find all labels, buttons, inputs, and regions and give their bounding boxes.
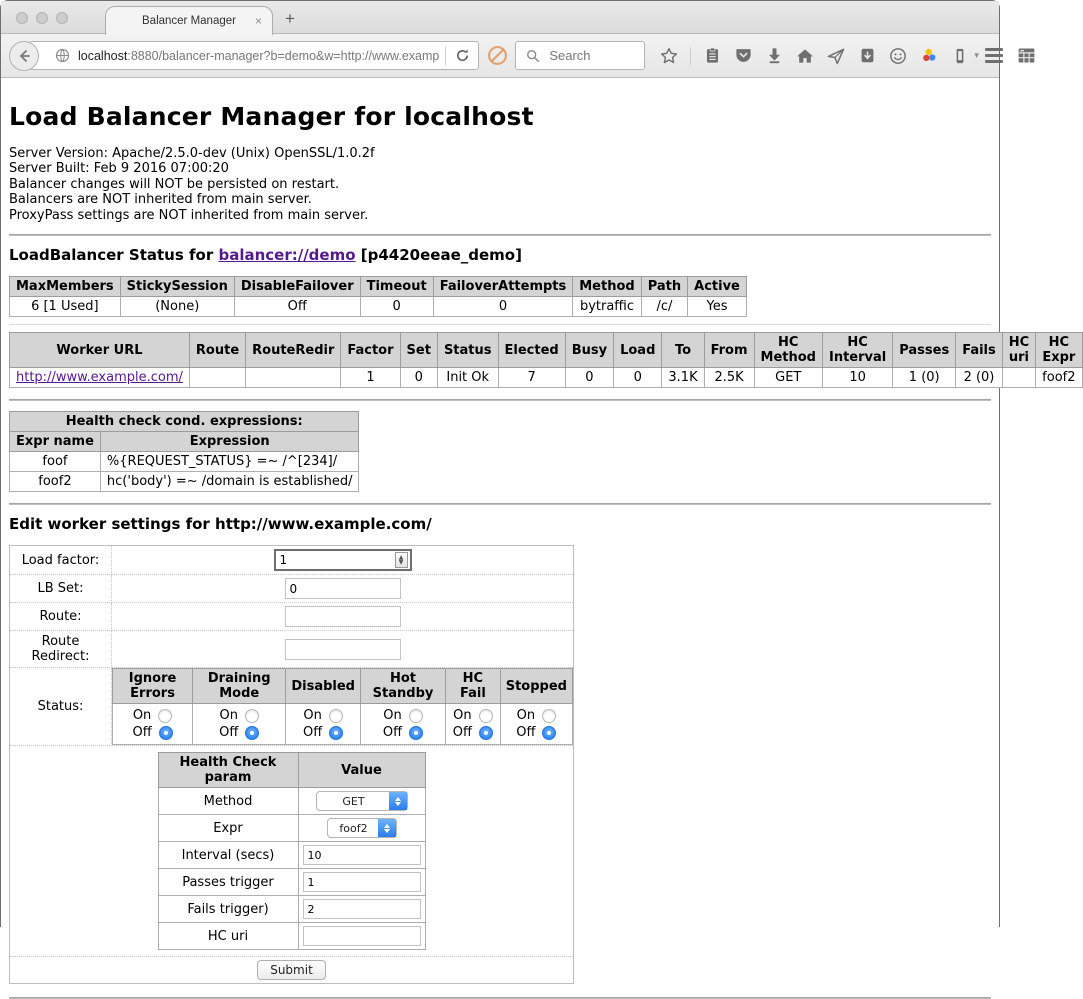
disabled-on-radio[interactable] [329, 709, 343, 723]
column-header: HC Fail [446, 669, 501, 704]
send-tab-icon[interactable] [826, 46, 846, 66]
menu-icon[interactable] [985, 48, 1003, 63]
param-label: Fails trigger) [158, 896, 298, 923]
divider [9, 503, 991, 505]
column-header: HC Expr [1036, 333, 1082, 368]
url-path: :8880/balancer-manager?b=demo&w=http://www.examp [127, 48, 440, 63]
cell: GET [754, 368, 822, 388]
method-select[interactable] [316, 791, 408, 811]
column-header: Draining Mode [193, 669, 286, 704]
colors-addon-icon[interactable] [919, 46, 939, 66]
health-check-param-table [158, 752, 426, 950]
table-header-row [10, 277, 747, 297]
column-header: Disabled [286, 669, 361, 704]
cell: Init Ok [437, 368, 498, 388]
downloads-icon[interactable] [764, 46, 784, 66]
field-label: Route Redirect: [10, 631, 112, 668]
worker-table [9, 332, 1083, 388]
lb-status-prefix: LoadBalancer Status for [9, 246, 219, 265]
edit-worker-form [9, 545, 574, 984]
disabled-off-radio[interactable] [329, 726, 343, 740]
column-header: Timeout [360, 277, 433, 297]
stopped-off-radio[interactable] [542, 726, 556, 740]
table-row [10, 452, 359, 472]
radio-label: Off [452, 725, 472, 741]
new-tab-button[interactable]: + [285, 9, 295, 28]
table-row [158, 842, 425, 869]
submit-button[interactable]: Submit [257, 960, 326, 980]
balancer-status-table [9, 276, 747, 317]
param-label: Passes trigger [158, 869, 298, 896]
expr-select[interactable] [327, 818, 397, 838]
radio-label: On [132, 708, 152, 724]
form-row-submit [10, 957, 574, 984]
toolbar-icons [659, 46, 979, 66]
column-header: Fails [956, 333, 1003, 368]
table-header-row [10, 432, 359, 452]
column-header: To [662, 333, 704, 368]
field-label: Route: [10, 603, 112, 631]
stopped-on-radio[interactable] [542, 709, 556, 723]
bookmark-star-icon[interactable] [659, 46, 679, 66]
cell: 0 [400, 368, 437, 388]
cell: 0 [614, 368, 662, 388]
table-title: Health check cond. expressions: [10, 412, 359, 432]
radio-label: Off [132, 725, 152, 741]
radio-label: Off [382, 725, 403, 741]
table-row [113, 704, 573, 745]
search-placeholder: Search [549, 48, 591, 63]
hot-standby-off-radio[interactable] [409, 726, 423, 740]
divider [9, 399, 991, 401]
back-arrow-icon [14, 46, 34, 66]
column-header: HC uri [1002, 333, 1035, 368]
table-row [10, 368, 1083, 388]
select-stepper-icon [378, 819, 396, 837]
radio-label: Off [516, 725, 536, 741]
save-page-icon[interactable] [857, 46, 877, 66]
server-info-line: ProxyPass settings are NOT inherited from main server. [9, 207, 369, 223]
column-header: FailoverAttempts [433, 277, 573, 297]
table-row [10, 472, 359, 492]
device-dropdown-caret-icon[interactable]: ▾ [974, 50, 979, 60]
cell: Off [234, 297, 360, 317]
cell [1002, 368, 1035, 388]
table-header-row [113, 669, 573, 704]
lb-status-heading [9, 246, 991, 264]
cell: 1 (0) [893, 368, 956, 388]
globe-icon[interactable] [52, 46, 72, 66]
table-row [158, 923, 425, 950]
health-check-expressions-table [9, 411, 359, 492]
cell: foof [10, 452, 101, 472]
form-row-status [10, 668, 574, 746]
cell: 1 [341, 368, 400, 388]
route-redirect-input[interactable] [285, 639, 401, 660]
cell: foof2 [10, 472, 101, 492]
ignore-errors-on-radio[interactable] [158, 709, 172, 723]
server-info [9, 146, 991, 223]
divider [9, 324, 991, 325]
tab-bar [1, 1, 999, 34]
column-header: Expression [100, 432, 359, 452]
form-row-health-params [10, 746, 574, 957]
draining-mode-off-radio[interactable] [245, 726, 259, 740]
cell: bytraffic [573, 297, 641, 317]
hc-fail-off-radio[interactable] [479, 726, 493, 740]
search-field[interactable] [515, 41, 645, 70]
window-minimize-button[interactable] [36, 12, 48, 24]
column-header: Route [189, 333, 245, 368]
select-stepper-icon [389, 792, 407, 810]
server-info-line: Balancers are NOT inherited from main server. [9, 192, 312, 208]
cell: 3.1K [662, 368, 704, 388]
column-header: Ignore Errors [113, 669, 193, 704]
cell: 7 [498, 368, 565, 388]
form-row-route-redirect [10, 631, 574, 668]
toolbar-divider [690, 47, 691, 65]
feedback-smiley-icon[interactable] [888, 46, 908, 66]
radio-label: On [516, 708, 536, 724]
server-info-line: Server Built: Feb 9 2016 07:00:20 [9, 161, 229, 177]
column-header: Value [298, 753, 425, 788]
tab-close-icon[interactable]: × [254, 14, 262, 28]
cell: 10 [822, 368, 892, 388]
route-input[interactable] [285, 606, 401, 627]
column-header: StickySession [120, 277, 234, 297]
column-header: Path [641, 277, 687, 297]
column-header: DisableFailover [234, 277, 360, 297]
radio-label: On [303, 708, 322, 724]
lb-set-input[interactable] [285, 578, 401, 599]
window-close-button[interactable] [16, 12, 28, 24]
table-title-row [10, 412, 359, 432]
cell: /c/ [641, 297, 687, 317]
column-header: MaxMembers [10, 277, 121, 297]
cell: 0 [565, 368, 613, 388]
cell: 0 [360, 297, 433, 317]
param-label: Expr [158, 815, 298, 842]
radio-label: Off [303, 725, 323, 741]
column-header: Stopped [500, 669, 572, 704]
back-button[interactable] [9, 41, 39, 71]
content-block-icon[interactable] [487, 46, 507, 66]
page-content [1, 78, 1076, 999]
radio-label: On [383, 708, 402, 724]
radio-label: On [453, 708, 472, 724]
urlbar-divider [445, 47, 446, 65]
load-factor-input[interactable] [276, 553, 395, 567]
form-row-lb-set [10, 575, 574, 603]
search-icon [523, 46, 543, 66]
radio-label: On [219, 708, 238, 724]
cell [10, 368, 190, 388]
divider [9, 234, 991, 236]
table-row [158, 869, 425, 896]
expr-select-value: foof2 [339, 822, 368, 836]
table-row [158, 815, 425, 842]
tab-title: Balancer Manager [142, 15, 236, 27]
number-spinner-icon[interactable]: ▲ ▼ [395, 552, 408, 568]
table-row [10, 297, 747, 317]
table-header-row [158, 753, 425, 788]
table-row [158, 788, 425, 815]
column-header: Elected [498, 333, 565, 368]
fails-input[interactable] [303, 899, 421, 919]
column-header: Health Check param [158, 753, 298, 788]
server-info-line: Balancer changes will NOT be persisted on restart. [9, 176, 340, 192]
form-row-load-factor [10, 546, 574, 575]
cell: foof2 [1036, 368, 1082, 388]
cell: Yes [688, 297, 747, 317]
lb-status-suffix: [p4420eeae_demo] [355, 246, 522, 265]
navigation-toolbar [1, 34, 999, 78]
column-header: HC Interval [822, 333, 892, 368]
column-header: Passes [893, 333, 956, 368]
method-select-value: GET [342, 795, 365, 809]
form-row-route [10, 603, 574, 631]
param-label: HC uri [158, 923, 298, 950]
column-header: Set [400, 333, 437, 368]
column-header: Method [573, 277, 641, 297]
radio-label: Off [219, 725, 239, 741]
ignore-errors-off-radio[interactable] [159, 726, 173, 740]
table-header-row [10, 333, 1083, 368]
column-header: RouteRedir [246, 333, 341, 368]
cell [246, 368, 341, 388]
column-header: Factor [341, 333, 400, 368]
column-header: Worker URL [10, 333, 190, 368]
cell: %{REQUEST_STATUS} =~ /^[234]/ [100, 452, 359, 472]
load-factor-input-wrapper [274, 549, 412, 571]
column-header: Active [688, 277, 747, 297]
reading-list-icon[interactable] [702, 46, 722, 66]
url-text[interactable] [78, 49, 439, 63]
url-host: localhost [78, 48, 128, 63]
cell [189, 368, 245, 388]
hot-standby-on-radio[interactable] [409, 709, 423, 723]
column-header: Expr name [10, 432, 101, 452]
table-row [158, 896, 425, 923]
page-title: Load Balancer Manager for localhost [9, 102, 534, 131]
menu-zone [985, 46, 1041, 66]
edit-worker-heading: Edit worker settings for http://www.example.com/ [9, 515, 432, 534]
column-header: Busy [565, 333, 613, 368]
column-header: Load [614, 333, 662, 368]
window-controls [16, 12, 68, 24]
sidebar-toggle-icon[interactable] [1017, 46, 1037, 66]
device-sync-icon[interactable] [950, 46, 970, 66]
column-header: HC Method [754, 333, 822, 368]
reload-icon[interactable] [452, 46, 472, 66]
cell: hc('body') =~ /domain is established/ [100, 472, 359, 492]
window-zoom-button[interactable] [56, 12, 68, 24]
field-label: LB Set: [10, 575, 112, 603]
cell: 2 (0) [956, 368, 1003, 388]
param-label: Interval (secs) [158, 842, 298, 869]
passes-input[interactable] [303, 872, 421, 892]
cell: 0 [433, 297, 573, 317]
pocket-icon[interactable] [733, 46, 753, 66]
column-header: Status [437, 333, 498, 368]
interval-input[interactable] [303, 845, 421, 865]
status-table [112, 668, 573, 745]
hc-uri-input[interactable] [303, 926, 421, 946]
tab-balancer-manager[interactable] [105, 6, 273, 35]
param-label: Method [158, 788, 298, 815]
field-label: Load factor: [10, 546, 112, 575]
worker-url-link[interactable]: http://www.example.com/ [16, 370, 183, 386]
column-header: Hot Standby [360, 669, 445, 704]
home-icon[interactable] [795, 46, 815, 66]
cell: (None) [120, 297, 234, 317]
cell: 6 [1 Used] [10, 297, 121, 317]
draining-mode-on-radio[interactable] [245, 709, 259, 723]
balancer-demo-link[interactable]: balancer://demo [218, 246, 356, 265]
server-info-line: Server Version: Apache/2.5.0-dev (Unix) OpenSSL/1.0.2f [9, 146, 375, 161]
hc-fail-on-radio[interactable] [479, 709, 493, 723]
field-label: Status: [10, 668, 112, 746]
cell: 2.5K [704, 368, 754, 388]
url-bar[interactable] [29, 41, 479, 70]
column-header: From [704, 333, 754, 368]
